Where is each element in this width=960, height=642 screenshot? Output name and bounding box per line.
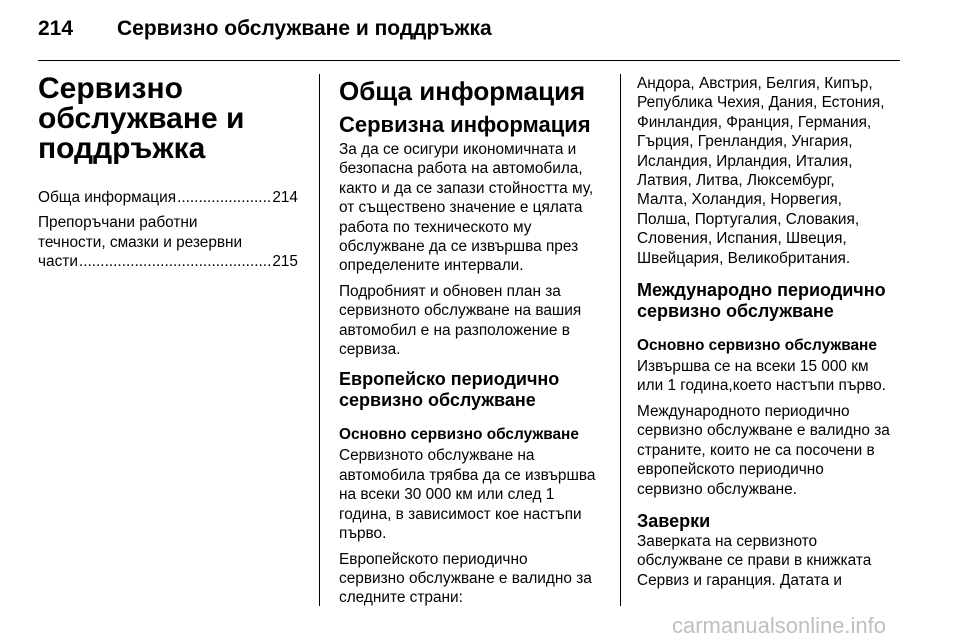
text-line: Полша, Португалия, Словакия, [637,210,860,228]
text-line: Малта, Холандия, Норвегия, [637,191,842,209]
text-line: Финландия, Франция, Германия, [637,113,872,131]
section-title: Обща информация [339,76,586,106]
page-number: 214 [38,17,74,40]
text-line: автомобила трябва да се извършва [339,466,596,484]
chapter-title [38,74,298,164]
toc-entry-general-info[interactable] [38,188,298,207]
text-line: сервизното обслужване на вашия [339,302,582,320]
text-line: на всеки 30 000 км или след 1 [339,486,555,504]
text-line: Словения, Испания, Швеция, [637,230,847,248]
service-info-heading: Сервизна информация [339,112,591,137]
international-basic-service-subheading: Основно сервизно обслужване [637,337,877,355]
text-line: година, в зависимост кое настъпи [339,505,582,523]
text-line: следните страни: [339,589,463,607]
text-line: обслужване се прави в книжката [637,552,872,570]
toc-leader-dots [177,188,271,207]
toc-entry-label: Обща информация [38,189,177,206]
text-line: или 1 година,което настъпи първо. [637,377,886,395]
watermark: carmanualsonline.info [672,613,887,638]
text-line: европейското периодично [637,461,824,479]
text-line: безопасна работа на автомобила, [339,160,583,178]
confirmations-heading: Заверки [637,510,711,531]
column-divider [620,74,621,606]
countries-list [637,74,922,268]
right-column [637,74,922,596]
text-line: първо. [339,525,387,543]
running-title: Сервизно обслужване и поддръжка [117,17,492,40]
text-line: автомобил е на разположение в [339,321,570,339]
page-header [38,17,492,41]
international-interval-paragraph [637,357,922,396]
text-line: работа по техническото му [339,218,532,236]
european-service-heading [339,369,609,411]
international-validity-paragraph [637,402,922,499]
text-line: Подробният и обновен план за [339,282,561,300]
text-line: Заверката на сервизното [637,532,818,550]
text-line: сервизно обслужване е валидно за [339,569,592,587]
text-line: Гърция, Гренландия, Унгария, [637,133,853,151]
text-line: Сервиз и гаранция. Датата и [637,571,843,589]
text-line: сервиза. [339,341,401,359]
european-validity-paragraph [339,550,609,608]
text-line: Извършва се на всеки 15 000 км [637,358,869,376]
header-rule [38,60,900,61]
text-line: За да се осигури икономичната и [339,141,577,158]
service-plan-paragraph [339,282,609,360]
text-line: Европейското периодично [339,550,528,568]
toc-leader-dots [79,252,271,271]
text-line: Международно периодично [637,280,886,301]
text-line: Исландия, Ирландия, Италия, [637,152,853,170]
confirmations-paragraph [637,532,922,590]
text-line: Латвия, Литва, Люксембург, [637,172,835,190]
column-divider [319,74,320,606]
toc-entry-fluids[interactable] [38,213,298,271]
text-line: определените интервали. [339,257,524,275]
text-line: страните, които не са посочени в [637,441,875,459]
middle-column [339,74,609,614]
toc-entry-label: течности, смазки и резервни [38,233,243,251]
european-interval-paragraph [339,446,609,543]
text-line: обслужване да се извършва през [339,238,579,256]
international-service-heading [637,280,922,322]
table-of-contents [38,188,298,272]
chapter-title-line: Сервизно [38,72,183,105]
toc-entry-label: части [38,253,78,271]
text-line: Международното периодично [637,402,850,420]
text-line: сервизно обслужване [637,301,834,322]
text-line: Швейцария, Великобритания. [637,249,851,267]
toc-entry-label: Препоръчани работни [38,214,198,232]
chapter-title-line: обслужване и [38,102,245,135]
service-info-paragraph [339,140,609,276]
toc-page-number: 215 [272,253,298,271]
text-line: Европейско периодично [339,369,560,390]
chapter-title-line: поддръжка [38,132,206,165]
european-basic-service-subheading: Основно сервизно обслужване [339,426,579,444]
text-line: от съществено значение е цялата [339,199,583,217]
text-line: сервизно обслужване е валидно за [637,422,890,440]
text-line: Сервизното обслужване на [339,447,535,465]
chapter-column [38,74,298,278]
text-line: Република Чехия, Дания, Естония, [637,94,885,112]
text-line: сервизно обслужване [339,390,536,411]
text-line: Андора, Австрия, Белгия, Кипър, [637,75,873,92]
text-line: сервизно обслужване. [637,480,797,498]
text-line: както и да се запази стойността му, [339,179,594,197]
toc-page-number: 214 [272,189,298,206]
